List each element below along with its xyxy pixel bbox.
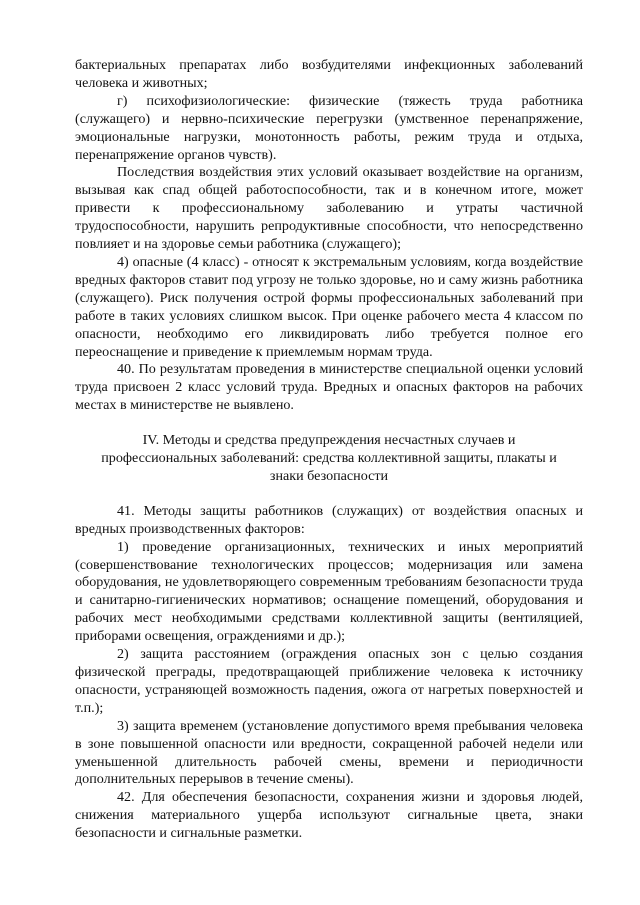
paragraph-item-41: 41. Методы защиты работников (служащих) от воздействия опасных и вредных производственных факторов: [75, 502, 583, 537]
document-page [75, 57, 583, 843]
paragraph-class-4-dangerous: 4) опасные (4 класс) - относят к экстремальным условиям, когда воздействие вредных факторов ставит под угрозу не только здоровье, но и саму жизнь работника (служащего). Риск получения острой формы профессиональных заболеваний при работе в таких условиях слишком высок. При оценке рабочего места 4 классом по опасности, необходимо его ликвидировать либо требуется полное его переоснащение и приведение к приемлемым нормам труда. [75, 253, 583, 360]
paragraph-consequences: Последствия воздействия этих условий оказывает воздействие на организм, вызывая как спад общей работоспособности, так и в конечном итоге, может привести к профессиональному заболеванию и утраты частичной трудоспособности, нарушить репродуктивные способности, что непосредственно повлияет и на здоровье семьи работника (служащего); [75, 164, 583, 253]
section-heading-iv: IV. Методы и средства предупреждения несчастных случаев и профессиональных заболеваний: средства коллективной защиты, плакаты и знаки безопасности [101, 432, 557, 484]
paragraph-psychophysiological: г) психофизиологические: физические (тяжесть труда работника (служащего) и нервно-психические перегрузки (умственное перенапряжение, эмоциональные нагрузки, монотонность работы, режим труда и отдыха, перенапряжение органов чувств). [75, 92, 583, 163]
paragraph-method-1: 1) проведение организационных, технических и иных мероприятий (совершенствование технологических процессов; модернизация или замена оборудования, не удовлетворяющего современным требованиям безопасности труда и санитарно-гигиенических нормативов; оснащение помещений, оборудования и рабочих мест необходимыми средствами коллективной защиты (вентиляцией, приборами освещения, ограждениями и др.); [75, 538, 583, 645]
paragraph-method-2: 2) защита расстоянием (ограждения опасных зон с целью создания физической преграды, предотвращающей приближение человека к источнику опасности, устраняющей возможность падения, ожога от нагретых поверхностей и т.п.); [75, 646, 583, 716]
paragraph-hazard-bacterial: бактериальных препаратах либо возбудителями инфекционных заболеваний человека и животных; [75, 57, 583, 91]
paragraph-method-3: 3) защита временем (установление допустимого время пребывания человека в зоне повышенной опасности или вредности, сокращенной рабочей недели или уменьшенной длительность рабочей смены, времени и периодичности дополнительных перерывов в течение смены). [75, 717, 583, 788]
paragraph-item-40: 40. По результатам проведения в министерстве специальной оценки условий труда присвоен 2 класс условий труда. Вредных и опасных факторов на рабочих местах в министерстве не выявлено. [75, 361, 583, 414]
paragraph-item-42: 42. Для обеспечения безопасности, сохранения жизни и здоровья людей, снижения материального ущерба используют сигнальные цвета, знаки безопасности и сигнальные разметки. [75, 789, 583, 842]
